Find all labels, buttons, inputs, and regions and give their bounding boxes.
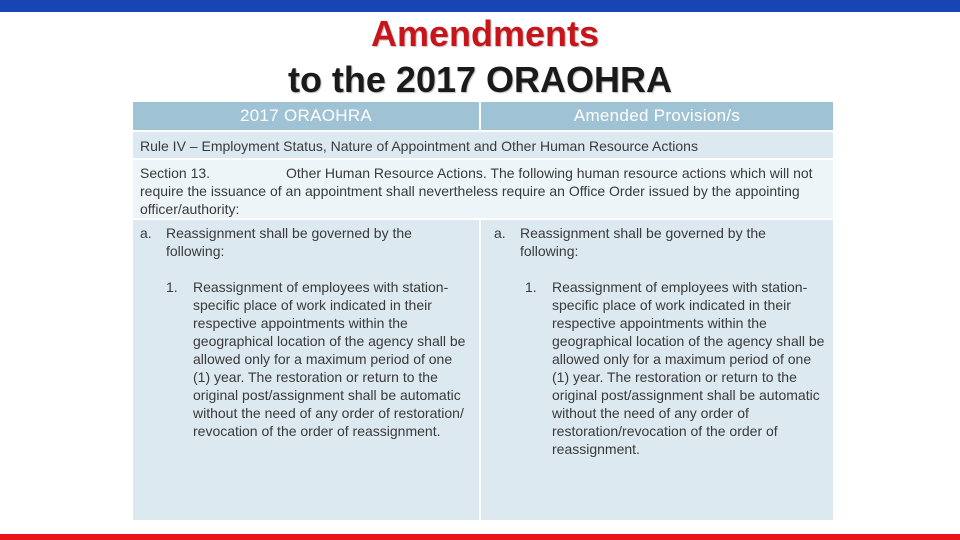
sub-list-item-text: Reassignment of employees with station-specific place of work indicated in their respective appointments within the geographical location of the agency shall be allowed only for a maximum period of one (1) year. The restoration or return to the original post/assignment shall be automatic without the need of any order of restoration/revocation of the order of reassignment. <box>552 279 825 457</box>
list-item-text: Reassignment shall be governed by the following: <box>166 225 412 259</box>
right-column-body <box>481 220 833 520</box>
list-item-text: Reassignment shall be governed by the following: <box>520 225 766 259</box>
rule-row: Rule IV – Employment Status, Nature of Appointment and Other Human Resource Actions <box>133 132 833 158</box>
left-column-body <box>133 220 479 520</box>
sub-list-item <box>494 278 827 458</box>
list-item <box>140 224 473 260</box>
list-marker: a. <box>140 225 152 241</box>
header-amended-provisions: Amended Provision/s <box>481 102 833 130</box>
list-marker: a. <box>494 225 506 241</box>
amendments-table <box>133 102 833 520</box>
bottom-accent-bar <box>0 534 960 540</box>
slide-title-line1: Amendments <box>370 13 600 54</box>
header-2017-oraohra: 2017 ORAOHRA <box>133 102 479 130</box>
sub-list-item <box>140 278 473 440</box>
sub-list-marker: 1. <box>166 279 178 295</box>
section-row <box>133 160 833 218</box>
section-text: Other Human Resource Actions. The following human resource actions which will not require the issuance of an appointment shall nevertheless require an Office Order issued by the appointing officer/authority: <box>140 165 813 217</box>
list-item <box>494 224 827 260</box>
slide-title-line2: to the 2017 ORAOHRA <box>287 59 673 100</box>
section-label: Section 13. <box>140 165 211 181</box>
sub-list-marker: 1. <box>525 279 537 295</box>
top-accent-bar <box>0 0 960 12</box>
sub-list-item-text: Reassignment of employees with station-specific place of work indicated in their respective appointments within the geographical location of the agency shall be allowed only for a maximum period of one (1) year. The restoration or return to the original post/assignment shall be automatic without the need of any order of restoration/ revocation of the order of reassignment. <box>193 279 466 439</box>
